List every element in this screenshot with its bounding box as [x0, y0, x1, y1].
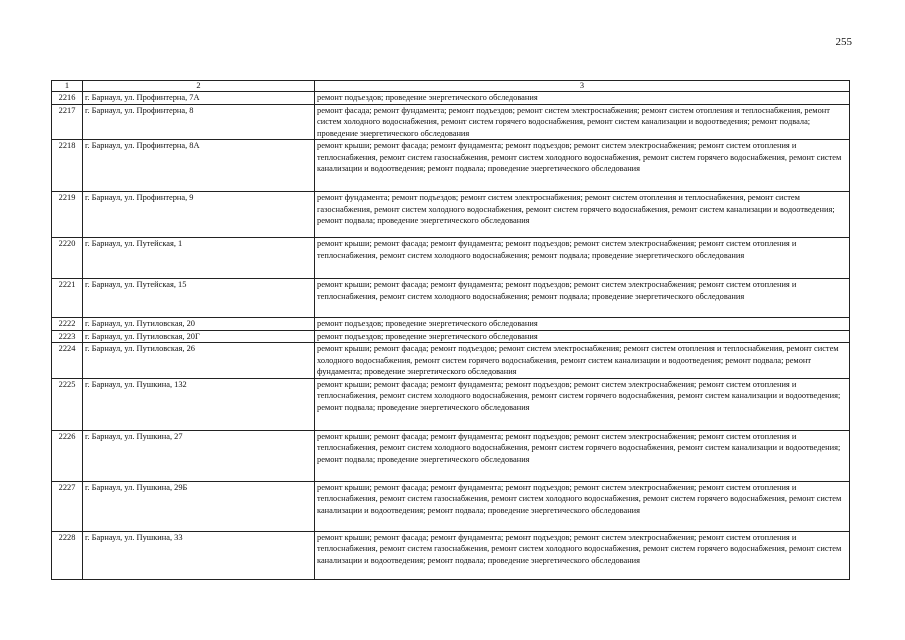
- row-address: г. Барнаул, ул. Путиловская, 20: [83, 318, 315, 331]
- header-row: [52, 81, 850, 92]
- row-number: 2223: [52, 330, 83, 343]
- row-address: г. Барнаул, ул. Профинтерна, 7А: [83, 92, 315, 105]
- table-row: [52, 192, 850, 238]
- table-row: [52, 343, 850, 379]
- row-number: 2218: [52, 140, 83, 192]
- row-address: г. Барнаул, ул. Пушкина, 33: [83, 531, 315, 579]
- row-address: г. Барнаул, ул. Путейская, 15: [83, 279, 315, 318]
- row-address: г. Барнаул, ул. Пушкина, 29Б: [83, 481, 315, 531]
- table-row: [52, 531, 850, 579]
- row-works: ремонт подъездов; проведение энергетического обследования: [315, 330, 850, 343]
- row-address: г. Барнаул, ул. Пушкина, 132: [83, 378, 315, 430]
- row-works: ремонт фасада; ремонт фундамента; ремонт подъездов; ремонт систем электроснабжения; ремонт систем отопления и теплоснабжения, ремонт систем холодного водоснабжения, ремонт систем горячего водоснабжения, ремонт систем канализации и водоотведения; ремонт подвала; проведение энергетического обследования: [315, 104, 850, 140]
- row-address: г. Барнаул, ул. Профинтерна, 8А: [83, 140, 315, 192]
- row-works: ремонт крыши; ремонт фасада; ремонт подъездов; ремонт систем электроснабжения; ремонт систем отопления и теплоснабжения, ремонт систем холодного водоснабжения, ремонт систем горячего водоснабжения, ремонт систем канализации и водоотведения; ремонт подвала; ремонт фундамента; проведение энергетического обследования: [315, 343, 850, 379]
- registry-table: [51, 80, 850, 580]
- table-row: [52, 279, 850, 318]
- row-number: 2226: [52, 430, 83, 481]
- row-number: 2220: [52, 238, 83, 279]
- table-row: [52, 378, 850, 430]
- table-row: [52, 330, 850, 343]
- row-address: г. Барнаул, ул. Путейская, 1: [83, 238, 315, 279]
- row-address: г. Барнаул, ул. Пушкина, 27: [83, 430, 315, 481]
- column-header-works: 3: [315, 81, 850, 92]
- row-works: ремонт подъездов; проведение энергетического обследования: [315, 318, 850, 331]
- row-works: ремонт фундамента; ремонт подъездов; ремонт систем электроснабжения; ремонт систем отопления и теплоснабжения, ремонт систем газоснабжения, ремонт систем холодного водоснабжения, ремонт систем горячего водоснабжения, ремонт систем канализации и водоотведения; ремонт подвала; проведение энергетического обследования: [315, 192, 850, 238]
- table-row: [52, 318, 850, 331]
- row-works: ремонт крыши; ремонт фасада; ремонт фундамента; ремонт подъездов; ремонт систем электроснабжения; ремонт систем отопления и теплоснабжения, ремонт систем газоснабжения, ремонт систем холодного водоснабжения, ремонт систем горячего водоснабжения, ремонт систем канализации и водоотведения; ремонт подвала; проведение энергетического обследования: [315, 481, 850, 531]
- row-number: 2222: [52, 318, 83, 331]
- table-row: [52, 238, 850, 279]
- row-works: ремонт крыши; ремонт фасада; ремонт фундамента; ремонт подъездов; ремонт систем электроснабжения; ремонт систем отопления и теплоснабжения, ремонт систем холодного водоснабжения, ремонт систем горячего водоснабжения, ремонт систем канализации и водоотведения; ремонт подвала; проведение энергетического обследования: [315, 430, 850, 481]
- table-row: [52, 92, 850, 105]
- column-header-address: 2: [83, 81, 315, 92]
- table-row: [52, 104, 850, 140]
- table-row: [52, 140, 850, 192]
- row-address: г. Барнаул, ул. Путиловская, 20Г: [83, 330, 315, 343]
- page-number: 255: [835, 36, 852, 48]
- table-row: [52, 481, 850, 531]
- row-number: 2219: [52, 192, 83, 238]
- row-works: ремонт крыши; ремонт фасада; ремонт фундамента; ремонт подъездов; ремонт систем электроснабжения; ремонт систем отопления и теплоснабжения, ремонт систем газоснабжения, ремонт систем холодного водоснабжения, ремонт систем горячего водоснабжения, ремонт систем канализации и водоотведения; ремонт подвала; проведение энергетического обследования: [315, 531, 850, 579]
- row-number: 2221: [52, 279, 83, 318]
- row-works: ремонт крыши; ремонт фасада; ремонт фундамента; ремонт подъездов; ремонт систем электроснабжения; ремонт систем отопления и теплоснабжения, ремонт систем холодного водоснабжения; ремонт подвала; проведение энергетического обследования: [315, 279, 850, 318]
- row-number: 2225: [52, 378, 83, 430]
- row-works: ремонт крыши; ремонт фасада; ремонт фундамента; ремонт подъездов; ремонт систем электроснабжения; ремонт систем отопления и теплоснабжения, ремонт систем газоснабжения, ремонт систем холодного водоснабжения, ремонт систем горячего водоснабжения, ремонт систем канализации и водоотведения; ремонт подвала; проведение энергетического обследования: [315, 140, 850, 192]
- row-address: г. Барнаул, ул. Профинтерна, 8: [83, 104, 315, 140]
- row-address: г. Барнаул, ул. Путиловская, 26: [83, 343, 315, 379]
- row-number: 2216: [52, 92, 83, 105]
- table-row: [52, 430, 850, 481]
- row-works: ремонт крыши; ремонт фасада; ремонт фундамента; ремонт подъездов; ремонт систем электроснабжения; ремонт систем отопления и теплоснабжения, ремонт систем холодного водоснабжения; ремонт подвала; проведение энергетического обследования: [315, 238, 850, 279]
- row-number: 2228: [52, 531, 83, 579]
- column-header-number: 1: [52, 81, 83, 92]
- row-number: 2217: [52, 104, 83, 140]
- row-number: 2224: [52, 343, 83, 379]
- row-works: ремонт подъездов; проведение энергетического обследования: [315, 92, 850, 105]
- row-number: 2227: [52, 481, 83, 531]
- row-address: г. Барнаул, ул. Профинтерна, 9: [83, 192, 315, 238]
- row-works: ремонт крыши; ремонт фасада; ремонт фундамента; ремонт подъездов; ремонт систем электроснабжения; ремонт систем отопления и теплоснабжения, ремонт систем холодного водоснабжения, ремонт систем горячего водоснабжения, ремонт систем канализации и водоотведения; ремонт подвала; проведение энергетического обследования: [315, 378, 850, 430]
